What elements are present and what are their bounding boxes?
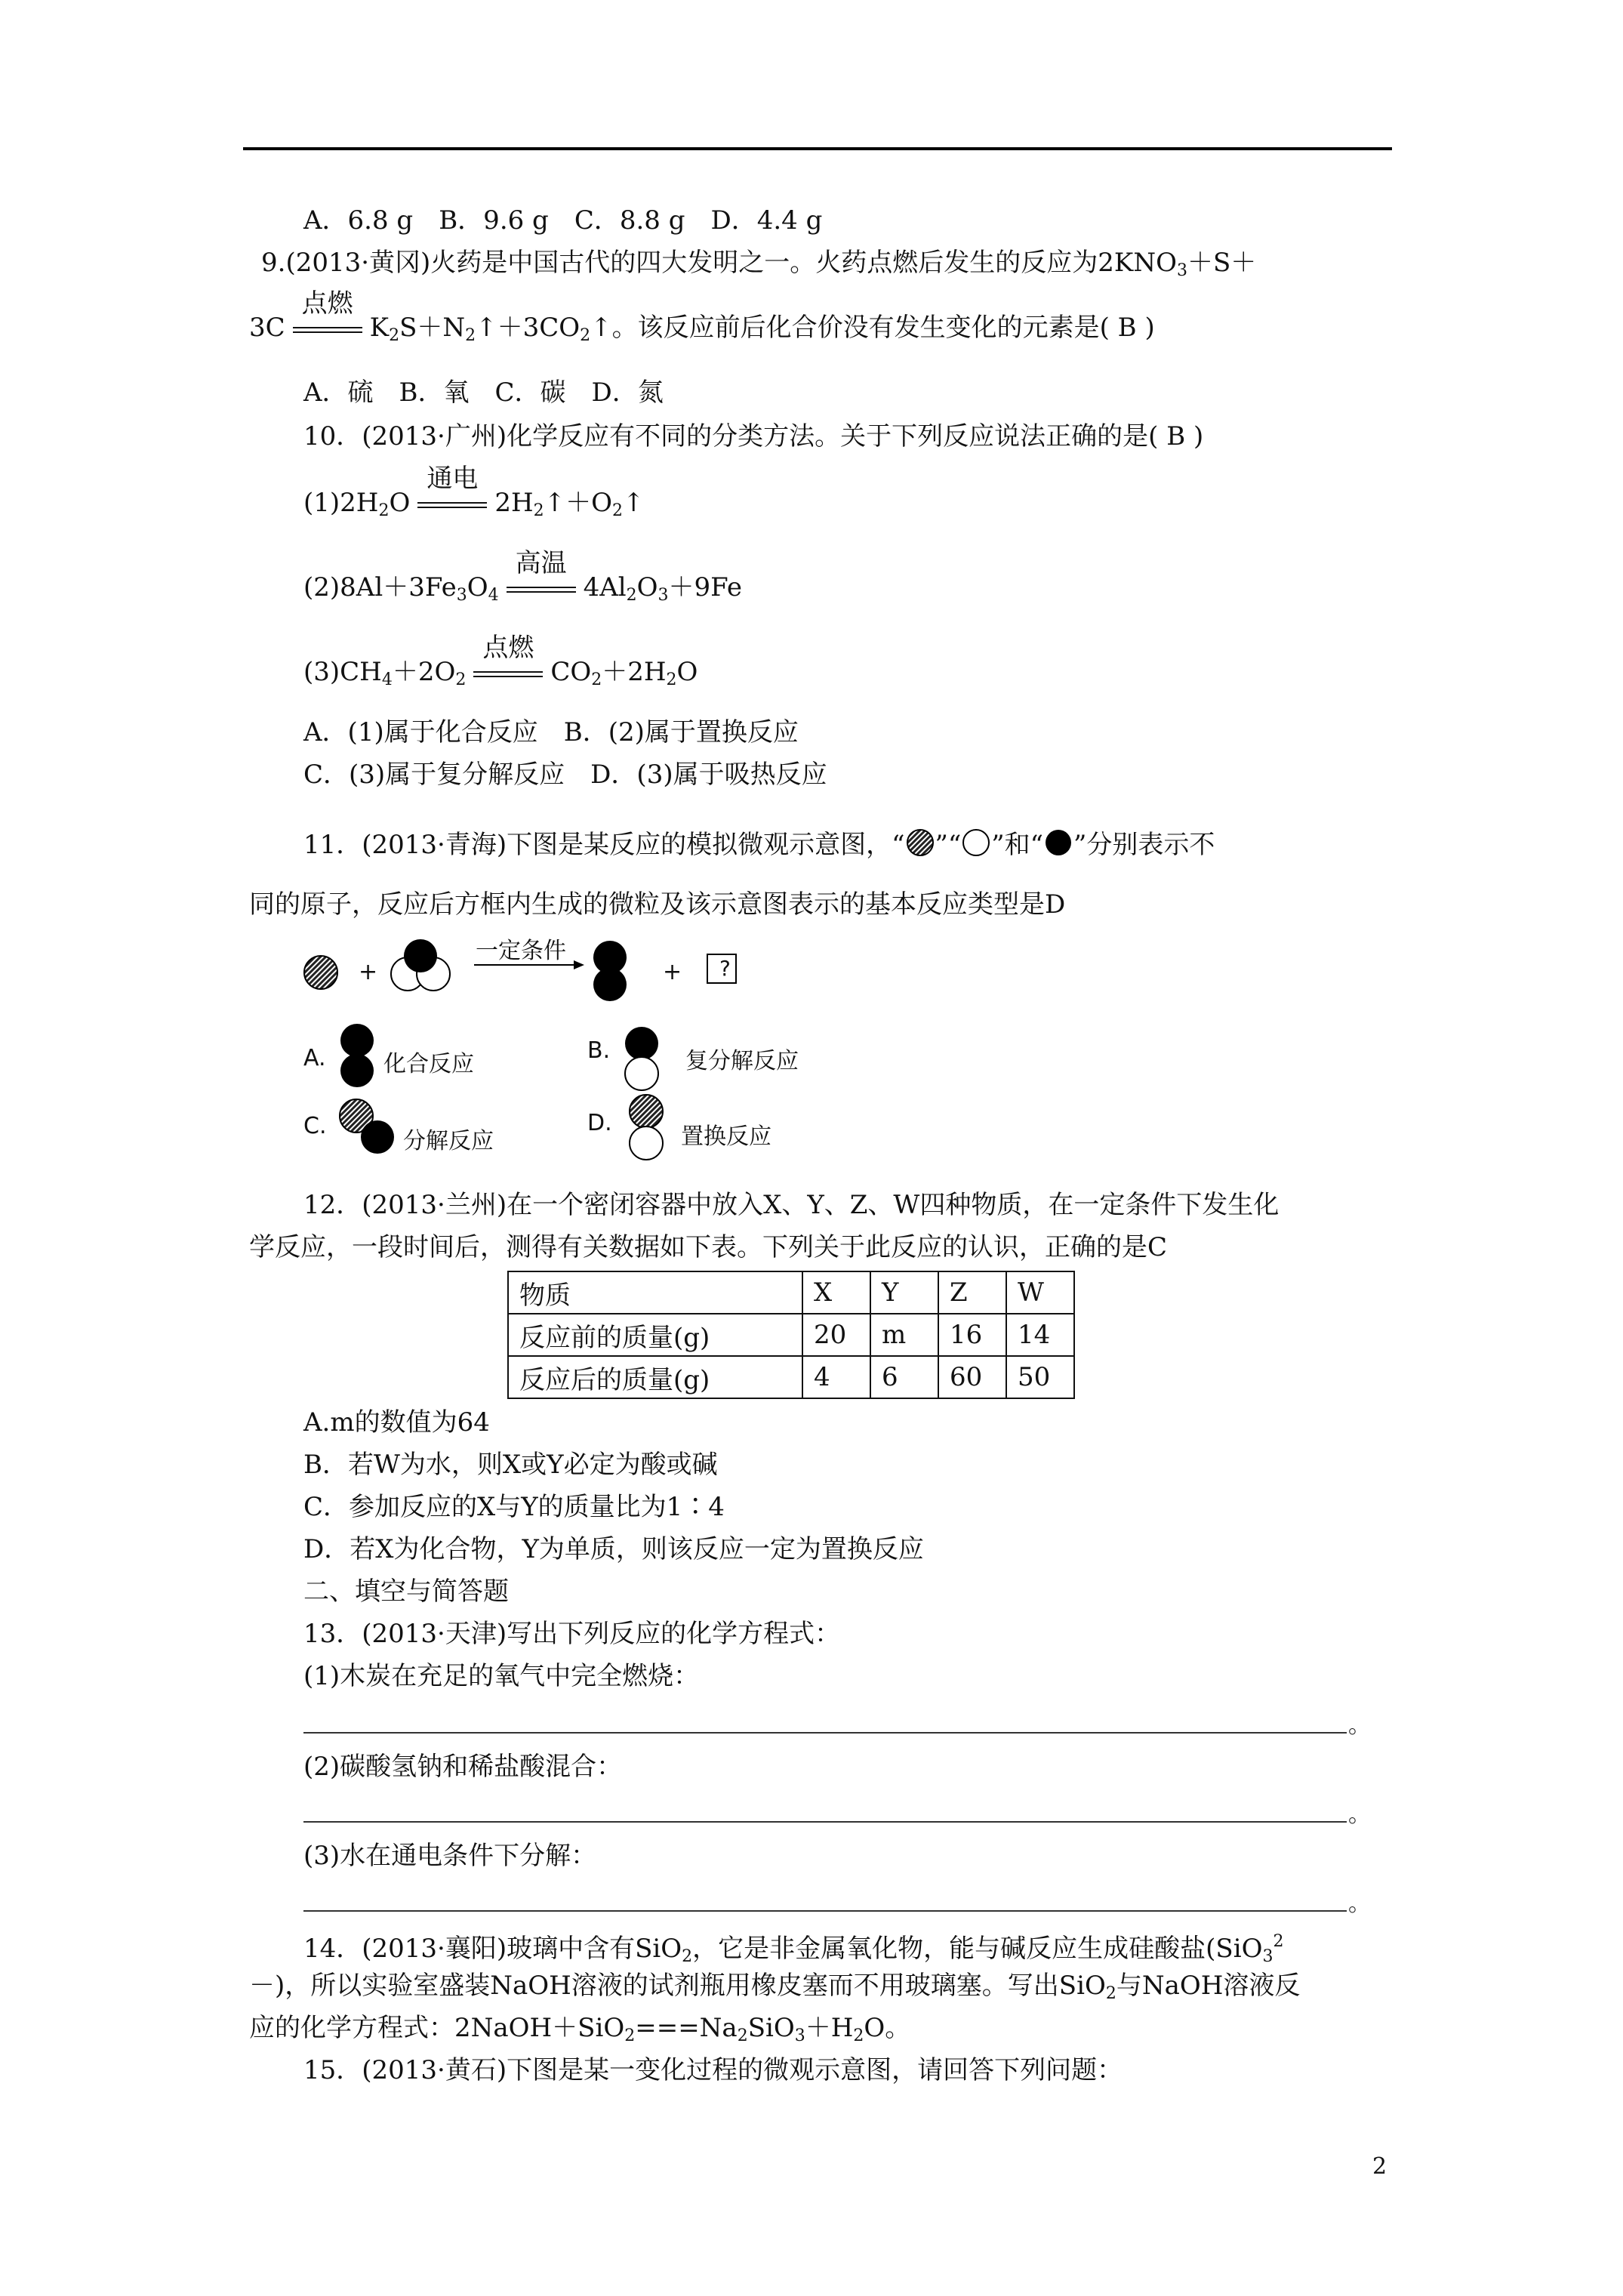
reaction-condition: 点燃 [293, 316, 362, 342]
q12-option-c: C．参加反应的X与Y的质量比为1∶4 [303, 1492, 725, 1522]
answer-blank-3[interactable] [303, 1910, 1347, 1912]
q11-option-b-molecule [622, 1024, 661, 1096]
q13-part-3: (3)水在通电条件下分解： [303, 1841, 597, 1871]
header-rule [243, 147, 1392, 150]
table-row [508, 1314, 1074, 1356]
q9-options: A．硫 B．氧 C．碳 D．氮 [303, 378, 664, 408]
table-cell: 14 [1006, 1314, 1074, 1356]
q11-line1: 11．(2013·青海)下图是某反应的模拟微观示意图，“ ”“ ”和“ ”分别表示不 [303, 827, 1215, 861]
reaction-plus-2: + [663, 959, 682, 985]
q11-option-b-label: B. [587, 1037, 611, 1064]
table-row [508, 1356, 1074, 1398]
q14-line1: 14．(2013·襄阳)玻璃中含有SiO$_2$，它是非金属氧化物，能与碱反应生成硅酸盐(SiO$_3^2$ [303, 1932, 1284, 1966]
q13-part-1: (1)木炭在充足的氧气中完全燃烧： [303, 1661, 700, 1691]
table-cell: 20 [802, 1314, 870, 1356]
table-cell: 16 [938, 1314, 1006, 1356]
q11-line2: 同的原子，反应后方框内生成的微粒及该示意图表示的基本反应类型是D [249, 889, 1066, 920]
q12-line2: 学反应，一段时间后，测得有关数据如下表。下列关于此反应的认识，正确的是C [249, 1232, 1168, 1262]
q11-option-c-text: 分解反应 [403, 1128, 494, 1154]
answer-end-mark: 。 [1348, 1891, 1371, 1917]
q11-option-a-molecule [338, 1021, 376, 1093]
q11-option-c-label: C. [303, 1113, 327, 1139]
table-cell: 50 [1006, 1356, 1074, 1398]
q14-line2: －)，所以实验室盛装NaOH溶液的试剂瓶用橡皮塞而不用玻璃塞。写出SiO$_2$与NaOH溶液反 [249, 1971, 1301, 2003]
table-cell: 4 [802, 1356, 870, 1398]
table-cell: 6 [870, 1356, 938, 1398]
table-header-cell: Y [870, 1271, 938, 1314]
reactant-molecule [391, 939, 450, 991]
q13-stem: 13．(2013·天津)写出下列反应的化学方程式： [303, 1619, 841, 1649]
q12-option-a: A.m的数值为64 [303, 1407, 490, 1438]
answer-end-mark: 。 [1348, 1801, 1371, 1828]
table-header-cell: W [1006, 1271, 1074, 1314]
reaction-condition: 高温 [507, 576, 576, 602]
q10-options-ab: A．(1)属于化合反应 B．(2)属于置换反应 [303, 717, 799, 747]
q11-option-b-text: 复分解反应 [685, 1048, 799, 1074]
q10-stem: 10．(2013·广州)化学反应有不同的分类方法。关于下列反应说法正确的是( B ) [303, 421, 1204, 451]
table-header-cell: X [802, 1271, 870, 1314]
product-molecule [593, 941, 627, 1001]
q14-line3: 应的化学方程式：$2NaOH+SiO_2===Na_2SiO_3+H_2O$。 [249, 2013, 911, 2045]
q12-option-b: B．若W为水，则X或Y必定为酸或碱 [303, 1450, 718, 1480]
q12-line1: 12．(2013·兰州)在一个密闭容器中放入X、Y、Z、W四种物质，在一定条件下发生化 [303, 1190, 1280, 1220]
table-header-row [508, 1271, 1074, 1314]
reaction-condition-label: 一定条件 [476, 938, 566, 964]
table-cell: 反应前的质量(g) [508, 1314, 802, 1356]
q10-options-cd: C．(3)属于复分解反应 D．(3)属于吸热反应 [303, 760, 827, 790]
q15-stem: 15．(2013·黄石)下图是某一变化过程的微观示意图，请回答下列问题： [303, 2055, 1123, 2085]
table-cell: 反应后的质量(g) [508, 1356, 802, 1398]
white-atom-icon [961, 827, 991, 858]
unknown-product-mark: ? [719, 956, 731, 981]
q11-option-d-label: D. [587, 1110, 612, 1136]
answer-end-mark: 。 [1348, 1712, 1371, 1739]
q9-equation: 3C 点燃 $K_2S+N_2↑+3CO_2↑$。该反应前后化合价没有发生变化的元素是( B ) [249, 288, 1155, 345]
hatched-atom-icon [905, 827, 935, 858]
reaction-condition: 通电 [417, 492, 487, 517]
q10-reaction-1: $(1)2H_2O$ 通电 $2H_2↑+O_2↑$ [303, 464, 645, 520]
table-cell: m [870, 1314, 938, 1356]
answer-blank-2[interactable] [303, 1821, 1347, 1823]
q9-line1: 9.(2013·黄冈)火药是中国古代的四大发明之一。火药点燃后发生的反应为$2KNO_3+S+$ [261, 248, 1257, 280]
q10-reaction-2: $(2)8Al+3Fe_3O_4$ 高温 $4Al_2O_3+9Fe$ [303, 548, 743, 605]
q8-options: A．6.8 g B．9.6 g C．8.8 g D．4.4 g [303, 205, 823, 236]
q13-part-2: (2)碳酸氢钠和稀盐酸混合： [303, 1752, 623, 1782]
reactant-hatched-atom [304, 956, 337, 989]
answer-blank-1[interactable] [303, 1732, 1347, 1734]
q12-mass-table [507, 1271, 1075, 1399]
table-header-cell: Z [938, 1271, 1006, 1314]
section-heading: 二、填空与简答题 [303, 1576, 509, 1607]
q11-option-d-molecule [627, 1092, 666, 1164]
page-number: 2 [1372, 2153, 1387, 2180]
q12-option-d: D．若X为化合物，Y为单质，则该反应一定为置换反应 [303, 1534, 924, 1564]
reaction-condition: 点燃 [473, 661, 543, 686]
q10-reaction-3: $(3)CH_4+2O_2$ 点燃 $CO_2+2H_2O$ [303, 633, 698, 689]
reaction-plus-1: + [359, 959, 378, 985]
q11-option-d-text: 置换反应 [681, 1123, 771, 1150]
q11-option-c-molecule [337, 1096, 400, 1160]
q11-option-a-label: A. [303, 1045, 326, 1071]
table-header-cell: 物质 [508, 1271, 802, 1314]
table-cell: 60 [938, 1356, 1006, 1398]
q11-option-a-text: 化合反应 [383, 1051, 474, 1077]
black-atom-icon [1043, 827, 1073, 858]
